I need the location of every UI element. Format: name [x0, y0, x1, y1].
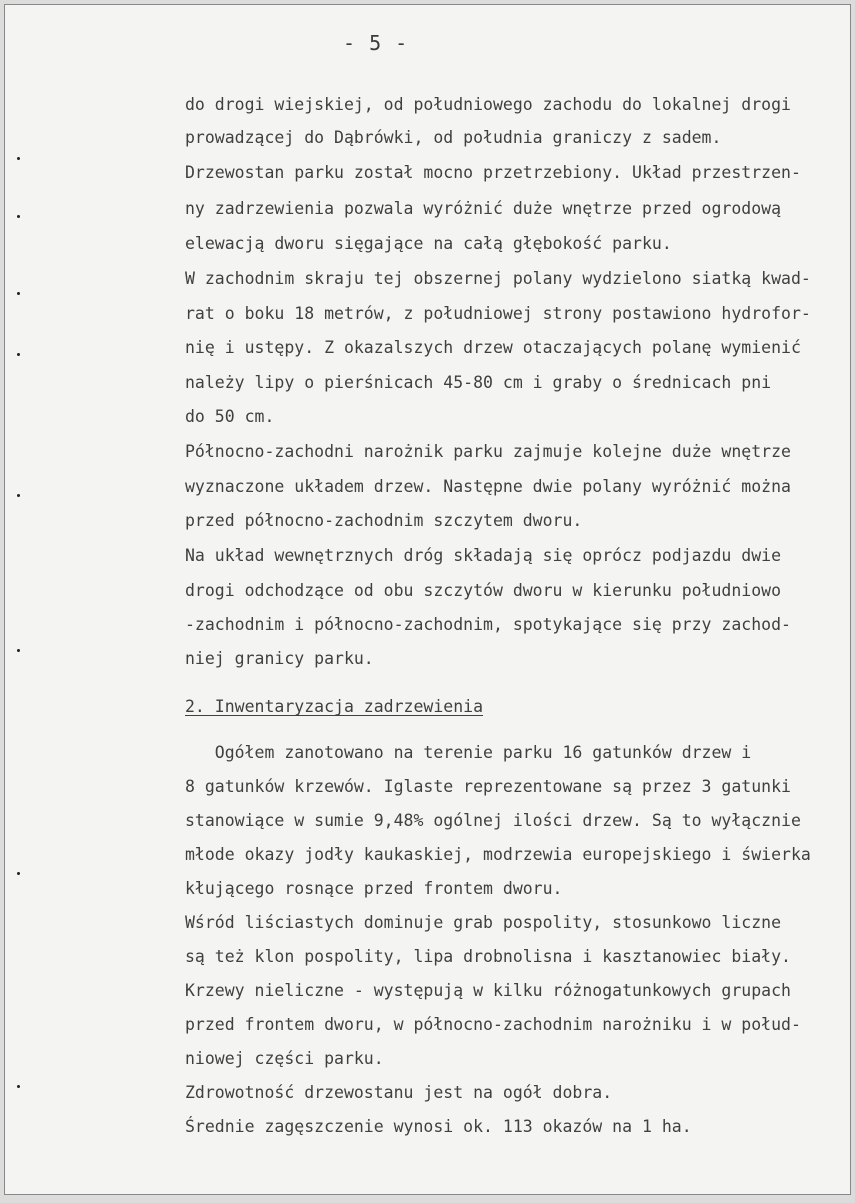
text-line: Krzewy nieliczne - występują w kilku różnogatunkowych grupach — [185, 981, 791, 1000]
margin-speck — [17, 649, 20, 652]
text-line: przed frontem dworu, w północno-zachodnim narożniku i w połud- — [185, 1015, 801, 1034]
text-line: Wśród liściastych dominuje grab pospolity, stosunkowo liczne — [185, 913, 782, 932]
text-line: prowadzącej do Dąbrówki, od południa graniczy z sadem. — [185, 128, 722, 147]
text-line: -zachodnim i północno-zachodnim, spotykające się przy zachod- — [185, 615, 791, 634]
page-number: - 5 - — [343, 31, 409, 55]
text-line: Zdrowotność drzewostanu jest na ogół dobra. — [185, 1083, 613, 1102]
text-line: Ogółem zanotowano na terenie parku 16 gatunków drzew i — [185, 743, 752, 762]
margin-speck — [17, 292, 20, 295]
text-line: drogi odchodzące od obu szczytów dworu w kierunku południowo — [185, 581, 782, 600]
margin-speck — [17, 215, 20, 218]
text-line: do drogi wiejskiej, od południowego zachodu do lokalnej drogi — [185, 95, 791, 114]
margin-speck — [17, 353, 20, 356]
text-line: do 50 cm. — [185, 407, 275, 426]
text-line: niej granicy parku. — [185, 649, 374, 668]
margin-speck — [17, 1085, 20, 1088]
text-line: stanowiące w sumie 9,48% ogólnej ilości drzew. Są to wyłącznie — [185, 811, 801, 830]
text-line: wyznaczone układem drzew. Następne dwie polany wyróżnić można — [185, 477, 791, 496]
text-line: W zachodnim skraju tej obszernej polany wydzielono siatką kwad- — [185, 269, 811, 288]
text-line: należy lipy o pierśnicach 45-80 cm i graby o średnicach pni — [185, 373, 772, 392]
text-line: nię i ustępy. Z okazalszych drzew otaczających polanę wymienić — [185, 338, 801, 357]
document-page — [4, 4, 851, 1195]
margin-speck — [17, 872, 20, 875]
text-line: rat o boku 18 metrów, z południowej strony postawiono hydrofor- — [185, 304, 811, 323]
text-line: przed północno-zachodnim szczytem dworu. — [185, 511, 583, 530]
text-line: Północno-zachodni narożnik parku zajmuje kolejne duże wnętrze — [185, 442, 791, 461]
text-line: ny zadrzewienia pozwala wyróżnić duże wnętrze przed ogrodową — [185, 199, 782, 218]
text-line: młode okazy jodły kaukaskiej, modrzewia europejskiego i świerka — [185, 845, 811, 864]
text-line: Na układ wewnętrznych dróg składają się oprócz podjazdu dwie — [185, 546, 782, 565]
margin-speck — [17, 494, 20, 497]
text-line: Drzewostan parku został mocno przetrzebiony. Układ przestrzen- — [185, 163, 801, 182]
margin-speck — [17, 157, 20, 160]
text-line: Średnie zagęszczenie wynosi ok. 113 okazów na 1 ha. — [185, 1117, 692, 1136]
section-heading: 2. Inwentaryzacja zadrzewienia — [185, 697, 484, 716]
text-line: są też klon pospolity, lipa drobnolisna i kasztanowiec biały. — [185, 947, 791, 966]
text-line: kłującego rosnące przed frontem dworu. — [185, 879, 563, 898]
text-line: 8 gatunków krzewów. Iglaste reprezentowane są przez 3 gatunki — [185, 777, 791, 796]
text-line: elewacją dworu sięgające na całą głębokość parku. — [185, 234, 672, 253]
text-line: niowej części parku. — [185, 1049, 384, 1068]
